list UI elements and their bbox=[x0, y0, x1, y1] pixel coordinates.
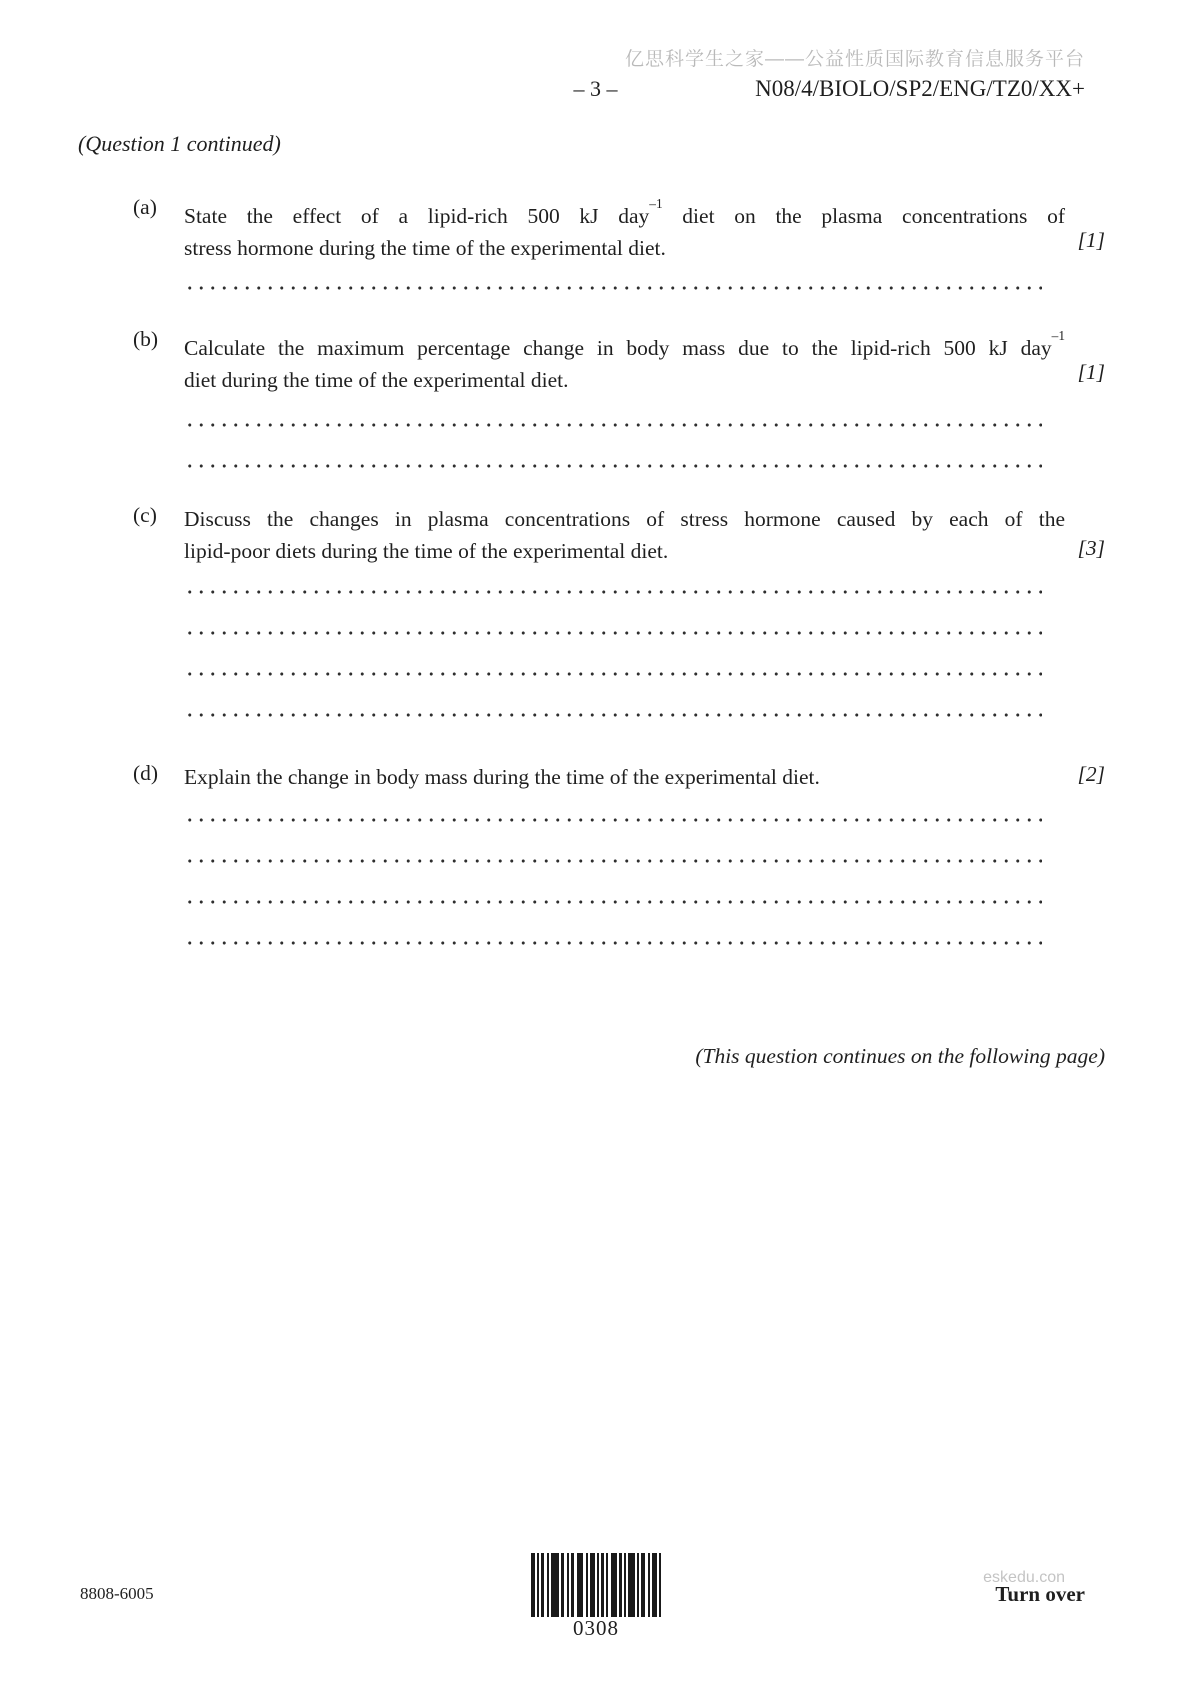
question-d-text bbox=[184, 761, 1065, 793]
question-c bbox=[133, 503, 1105, 567]
question-a-line2: stress hormone during the time of the experimental diet. bbox=[184, 236, 666, 261]
paper-code: N08/4/BIOLO/SP2/ENG/TZ0/XX+ bbox=[755, 76, 1085, 101]
question-a-label: (a) bbox=[133, 195, 157, 219]
question-b-marks: [1] bbox=[1077, 360, 1105, 384]
question-a-line1-post: diet on the plasma concentrations of bbox=[662, 204, 1066, 229]
question-b bbox=[133, 327, 1105, 396]
question-a-line1: State the effect of a lipid-rich 500 kJ day bbox=[184, 204, 650, 229]
answer-dotted-line bbox=[184, 941, 1042, 945]
question-continued-note: (Question 1 continued) bbox=[78, 131, 281, 156]
question-c-marks: [3] bbox=[1077, 536, 1105, 560]
question-a bbox=[133, 195, 1105, 264]
answer-dotted-line bbox=[184, 818, 1042, 822]
continues-on-next-page-note: (This question continues on the following page) bbox=[695, 1044, 1105, 1068]
answer-dotted-line bbox=[184, 423, 1042, 427]
answer-dotted-line bbox=[184, 286, 1042, 290]
question-a-sup: –1 bbox=[649, 195, 663, 211]
question-b-line2: diet during the time of the experimental diet. bbox=[184, 368, 569, 393]
question-d-label: (d) bbox=[133, 761, 159, 785]
question-b-line1: Calculate the maximum percentage change in body mass due to the lipid-rich 500 kJ day bbox=[184, 336, 1052, 361]
answer-dotted-line bbox=[184, 900, 1042, 904]
question-a-text bbox=[184, 195, 1065, 264]
question-b-sup: –1 bbox=[1051, 327, 1065, 343]
question-b-text bbox=[184, 327, 1065, 396]
question-d-marks: [2] bbox=[1077, 762, 1105, 786]
question-d bbox=[133, 761, 1105, 793]
barcode-number: 0308 bbox=[573, 1616, 619, 1640]
page-number: – 3 – bbox=[573, 76, 618, 101]
question-c-line1: Discuss the changes in plasma concentrations of stress hormone caused by each of the bbox=[184, 507, 1065, 531]
question-d-line1: Explain the change in body mass during the time of the experimental diet. bbox=[184, 765, 820, 789]
header-watermark: 亿思科学生之家——公益性质国际教育信息服务平台 bbox=[624, 49, 1085, 70]
answer-dotted-line bbox=[184, 859, 1042, 863]
answer-dotted-line bbox=[184, 672, 1042, 676]
answer-dotted-line bbox=[184, 464, 1042, 468]
question-c-line2: lipid-poor diets during the time of the experimental diet. bbox=[184, 539, 669, 563]
document-code: 8808-6005 bbox=[80, 1584, 154, 1603]
answer-dotted-line bbox=[184, 713, 1042, 717]
answer-dotted-line bbox=[184, 631, 1042, 635]
question-c-text bbox=[184, 503, 1065, 567]
site-watermark: eskedu.con bbox=[983, 1569, 1065, 1586]
turn-over-label: Turn over bbox=[995, 1582, 1085, 1606]
answer-dotted-line bbox=[184, 590, 1042, 594]
question-a-marks: [1] bbox=[1077, 228, 1105, 252]
question-c-label: (c) bbox=[133, 503, 157, 527]
question-b-label: (b) bbox=[133, 327, 159, 351]
barcode bbox=[531, 1553, 661, 1617]
